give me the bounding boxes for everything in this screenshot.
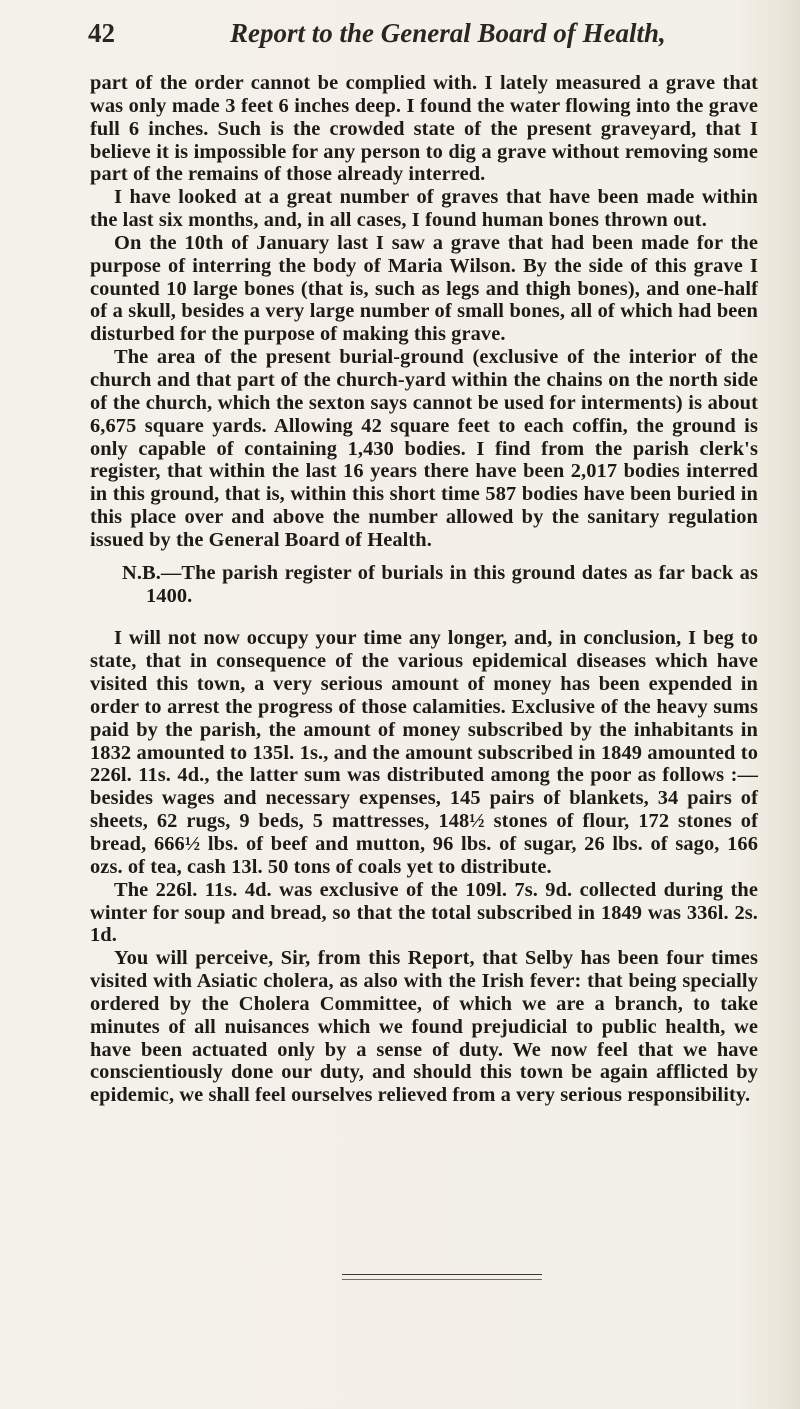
closing-rule-secondary (342, 1279, 542, 1280)
paragraph: part of the order cannot be complied with. I lately measured a grave that was only made 3 feet 6 inches deep. I found the water flowing into the grave full 6 inches. Such is the crowded state of the present graveyard, that I believe it is impossible for any person to dig a grave without removing some part of the remains of those already interred. (90, 72, 758, 186)
page-number: 42 (88, 18, 115, 48)
paragraph: On the 10th of January last I saw a grave that had been made for the purpose of interring the body of Maria Wilson. By the side of this grave I counted 10 large bones (that is, such as legs and thigh bones), and one-half of a skull, besides a very large number of small bones, all of which had been disturbed for the purpose of making this grave. (90, 231, 758, 346)
paragraph: The 226l. 11s. 4d. was exclusive of the 109l. 7s. 9d. collected during the winter for soup and bread, so that the total subscribed in 1849 was 336l. 2s. 1d. (90, 878, 758, 947)
paragraph: The area of the present burial-ground (exclusive of the interior of the church and that part of the church-yard within the chains on the north side of the church, which the sexton says cannot be used for interments) is about 6,675 square yards. Allowing 42 square feet to each coffin, the ground is only capable of containing 1,430 bodies. I find from the parish clerk's register, that within the last 16 years there have been 2,017 bodies interred in this ground, that is, within this short time 587 bodies have been buried in this place over and above the number allowed by the sanitary regulation issued by the General Board of Health. (90, 346, 758, 551)
nota-bene-note: N.B.—The parish register of burials in this ground dates as far back as 1400. (122, 561, 758, 607)
paragraph: I have looked at a great number of graves that have been made within the last six months, and, in all cases, I found human bones thrown out. (90, 186, 758, 232)
page-header (88, 18, 738, 62)
closing-rule (342, 1274, 542, 1275)
body-text (90, 72, 758, 1107)
paragraph: I will not now occupy your time any longer, and, in conclusion, I beg to state, that in consequence of the various epidemical diseases which have visited this town, a very serious amount of money has been expended in order to arrest the progress of those calamities. Exclusive of the heavy sums paid by the parish, the amount of money subscribed by the inhabitants in 1832 amounted to 135l. 1s., and the amount subscribed in 1849 amounted to 226l. 11s. 4d., the latter sum was distributed among the poor as follows :—besides wages and necessary expenses, 145 pairs of blankets, 34 pairs of sheets, 62 rugs, 9 beds, 5 mattresses, 148½ stones of flour, 172 stones of bread, 666½ lbs. of beef and mutton, 96 lbs. of sugar, 26 lbs. of sago, 166 ozs. of tea, cash 13l. 50 tons of coals yet to distribute. (90, 627, 758, 878)
running-head: Report to the General Board of Health, (230, 18, 666, 48)
paragraph: You will perceive, Sir, from this Report, that Selby has been four times visited with Asiatic cholera, as also with the Irish fever: that being specially ordered by the Cholera Committee, of which we are a branch, to take minutes of all nuisances which we found prejudicial to public health, we have been actuated only by a sense of duty. We now feel that we have conscientiously done our duty, and should this town be again afflicted by epidemic, we shall feel ourselves relieved from a very serious responsibility. (90, 947, 758, 1107)
